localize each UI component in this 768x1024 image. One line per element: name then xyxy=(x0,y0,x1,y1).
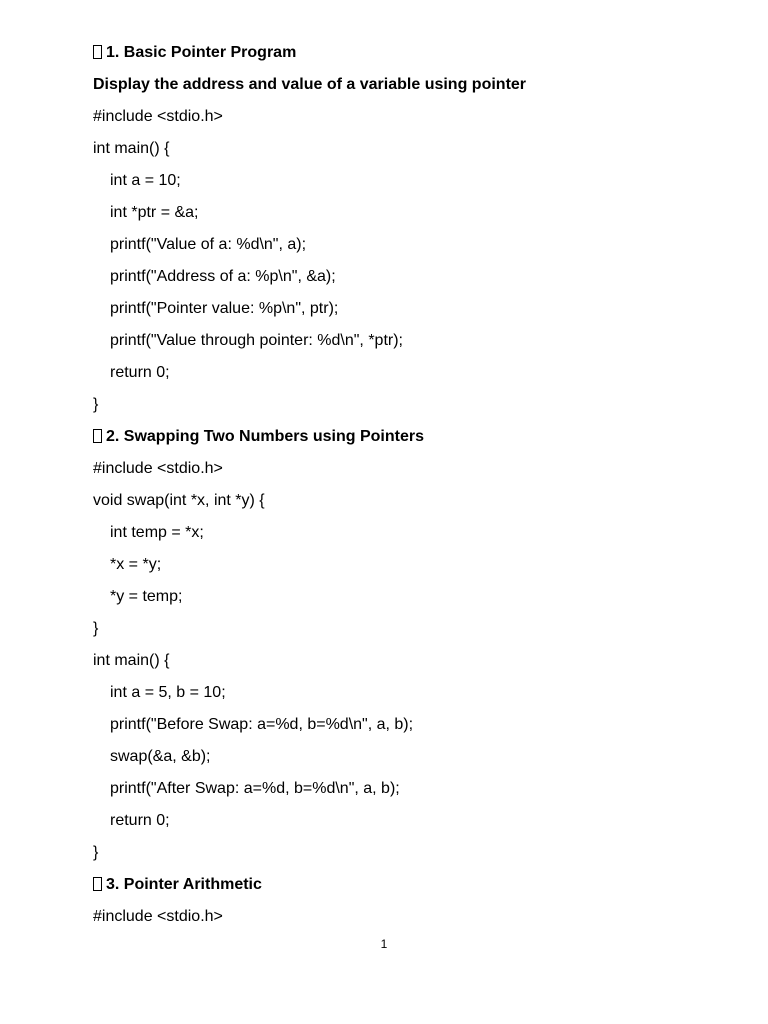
section-2-heading-text: 2. Swapping Two Numbers using Pointers xyxy=(106,428,424,445)
code-line: printf("After Swap: a=%d, b=%d\n", a, b); xyxy=(110,780,400,797)
missing-glyph-icon xyxy=(93,877,102,891)
code-line: int *ptr = &a; xyxy=(110,204,199,221)
code-line: int temp = *x; xyxy=(110,524,204,541)
code-line: int main() { xyxy=(93,652,170,669)
code-line: } xyxy=(93,396,99,413)
code-line: printf("Before Swap: a=%d, b=%d\n", a, b); xyxy=(110,716,414,733)
code-line: } xyxy=(93,620,99,637)
section-3-heading xyxy=(93,874,733,906)
missing-glyph-icon xyxy=(93,45,102,59)
code-line: printf("Pointer value: %p\n", ptr); xyxy=(110,300,339,317)
code-line: swap(&a, &b); xyxy=(110,748,211,765)
code-line: *y = temp; xyxy=(110,588,183,605)
code-line: printf("Address of a: %p\n", &a); xyxy=(110,268,336,285)
code-line: } xyxy=(93,844,99,861)
section-3-heading-text: 3. Pointer Arithmetic xyxy=(106,876,262,893)
code-line: return 0; xyxy=(110,364,170,381)
page-number: 1 xyxy=(380,937,388,951)
code-line: int a = 10; xyxy=(110,172,181,189)
code-line: #include <stdio.h> xyxy=(93,460,223,477)
code-line: #include <stdio.h> xyxy=(93,108,223,125)
code-line: void swap(int *x, int *y) { xyxy=(93,492,265,509)
code-line: return 0; xyxy=(110,812,170,829)
code-line: printf("Value through pointer: %d\n", *ptr); xyxy=(110,332,403,349)
code-line: printf("Value of a: %d\n", a); xyxy=(110,236,307,253)
code-line: #include <stdio.h> xyxy=(93,908,223,925)
missing-glyph-icon xyxy=(93,429,102,443)
section-2-heading xyxy=(93,426,733,458)
section-1-heading xyxy=(93,42,733,74)
code-line: int main() { xyxy=(93,140,170,157)
code-line: *x = *y; xyxy=(110,556,162,573)
section-1-heading-text: 1. Basic Pointer Program xyxy=(106,44,297,61)
code-line: int a = 5, b = 10; xyxy=(110,684,226,701)
document-body xyxy=(93,42,733,938)
section-1-subheading: Display the address and value of a variable using pointer xyxy=(93,76,527,93)
